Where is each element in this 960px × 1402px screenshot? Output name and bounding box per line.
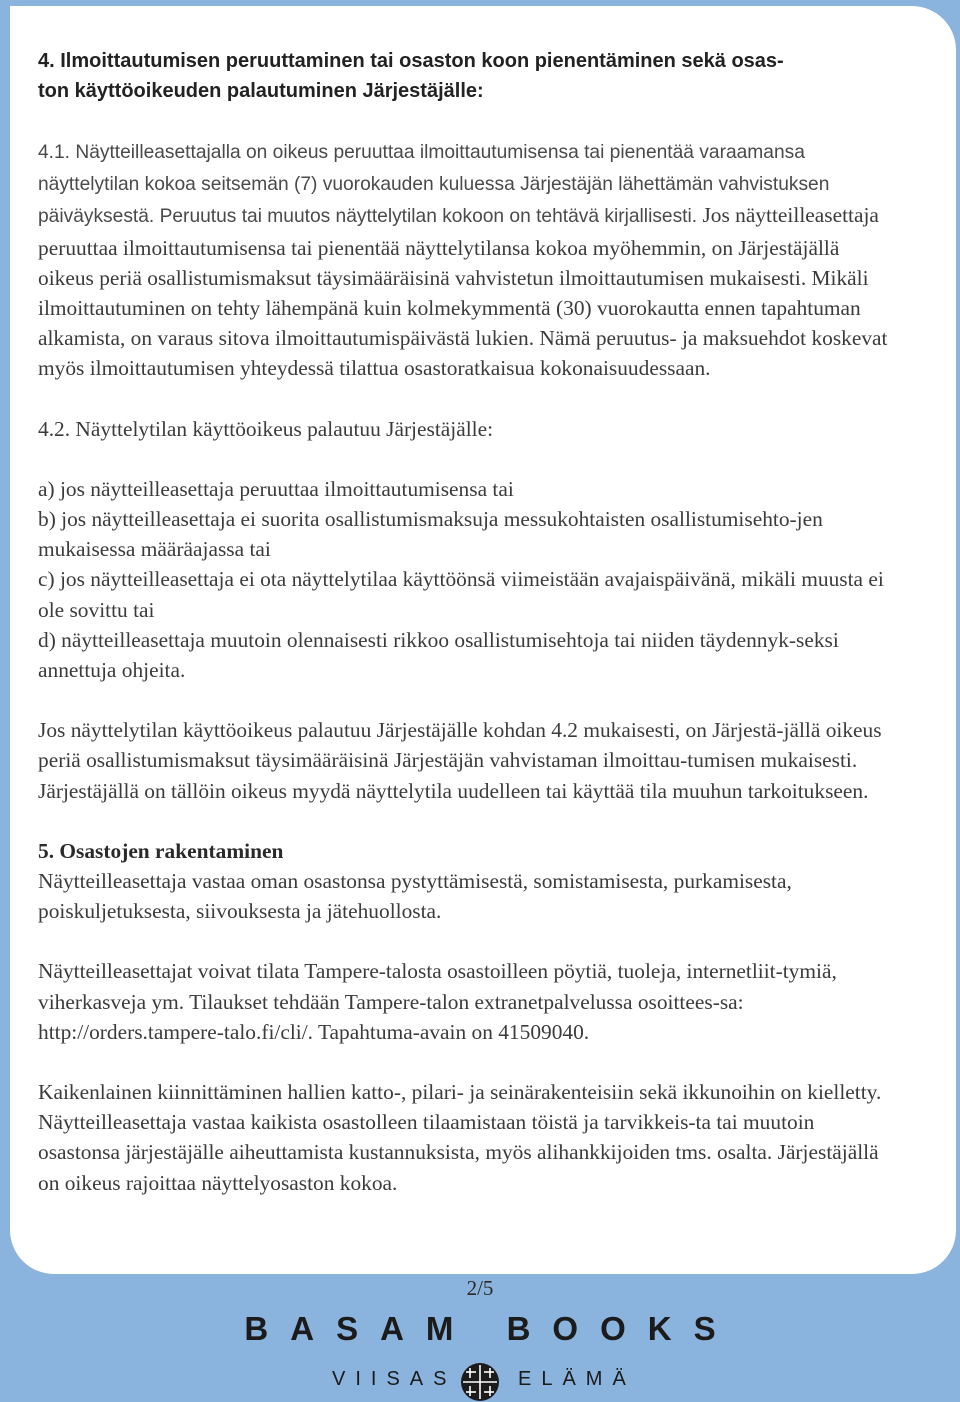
list-item-d: d) näytteilleasettaja muutoin olennaisesti rikkoo osallistumisehtoja tai niiden täydennyk-seksi annettuja ohjeita. [38,627,839,683]
section5-paragraph-3: Kaikenlainen kiinnittäminen hallien katto-, pilari- ja seinärakenteisiin sekä ikkunoihin on kielletty. Näytteilleasettaja vastaa kaikista osastolleen tilaamistaan töistä ja tarvikkeis-ta tai muutoin osastonsa järjestäjälle aiheuttamista kustannuksista, myös alihankkijoiden tms. osalta. Järjestäjällä on oikeus rajoittaa näyttelyosaston kokoa. [38,1080,882,1195]
spacer [38,806,900,836]
section5-paragraph-2: Näytteilleasettajat voivat tilata Tampere-talosta osastoilleen pöytiä, tuoleja, internetliit-tymiä, viherkasveja ym. Tilaukset tehdään Tampere-talon extranetpalvelussa osoittees-sa: http://orders.tampere-talo.fi/cli/. Tapahtuma-avain on 41509040. [38,959,837,1044]
section4-heading-line1: 4. Ilmoittautumisen peruuttaminen tai osaston koon pienentäminen sekä osas- [38,50,784,72]
spacer [38,384,900,414]
paragraph-4-2: 4.2. Näyttelytilan käyttöoikeus palautuu Järjestäjälle: [38,416,494,441]
brand-logo-text: BASAM BOOKS [244,1310,738,1347]
paragraph-4-1 [38,136,900,384]
document-body [38,46,900,1198]
paragraph-4-1-sans: 4.1. Näytteilleasettajalla on oikeus peruuttaa ilmoittautumisensa tai pienentää varaamansa näyttelytilan kokoa seitsemän (7) vuorokauden kuluessa Järjestäjän lähettämän vahvistuksen päiväyksestä. Peruutus tai muutos näyttelytilan kokoon on tehtävä kirjallisesti. [38,142,830,228]
list-item-a: a) jos näytteilleasettaja peruuttaa ilmoittautumisensa tai [38,476,514,501]
list-item-b: b) jos näytteilleasettaja ei suorita osallistumismaksuja messukohtaisten osallistumisehto-jen mukaisessa määräajassa tai [38,507,823,562]
tagline-right: ELÄMÄ [518,1368,636,1390]
section4-heading [38,46,900,106]
tagline-left: VIISAS [332,1368,457,1390]
spacer [38,106,900,136]
section5-heading: 5. Osastojen rakentaminen [38,838,284,863]
footer [0,1274,960,1402]
spacer [38,1047,900,1077]
spacer [38,926,900,956]
document-page [10,6,956,1274]
brand-tagline [0,1362,960,1402]
paragraph-4-1-serif: Jos näytteilleasettaja peruuttaa ilmoittautumisensa tai pienentää näyttelytilansa kokoa myöhemmin, on Järjestäjällä oikeus periä osallistumismaksut täysimääräisinä vahvistetun ilmoittautumisen mukaisesti. Mikäli ilmoittautuminen on tehty lähempänä kuin kolmekymmentä (30) vuorokautta ennen tapahtuman alkamista, on varaus sitova ilmoittautumispäivästä lukien. Nämä peruutus- ja maksuehdot koskevat myös ilmoittautumisen yhteydessä tilattua osastoratkaisua kokonaisuudessaan. [38,203,888,381]
paragraph-closing: Jos näyttelytilan käyttöoikeus palautuu Järjestäjälle kohdan 4.2 mukaisesti, on Järjestä-jällä oikeus periä osallistumismaksut täysimääräisinä Järjestäjän vahvistaman ilmoittau-tumisen mukaisesti. Järjestäjällä on tällöin oikeus myydä näyttelytila uudelleen tai käyttää tila muuhun tarkoitukseen. [38,718,882,803]
list-item-c: c) jos näytteilleasettaja ei ota näyttelytilaa käyttöönsä viimeistään avajaispäivänä, mikäli muusta ei ole sovittu tai [38,567,884,622]
spacer [38,444,900,474]
page-number: 2/5 [466,1276,494,1300]
section5-paragraph-1: Näytteilleasettaja vastaa oman osastonsa pystyttämisestä, somistamisesta, purkamisesta, poiskuljetuksesta, siivouksesta ja jätehuollosta. [38,869,792,924]
emblem-icon [460,1362,500,1402]
section4-heading-line2: ton käyttöoikeuden palautuminen Järjestäjälle: [38,80,484,102]
spacer [38,685,900,715]
